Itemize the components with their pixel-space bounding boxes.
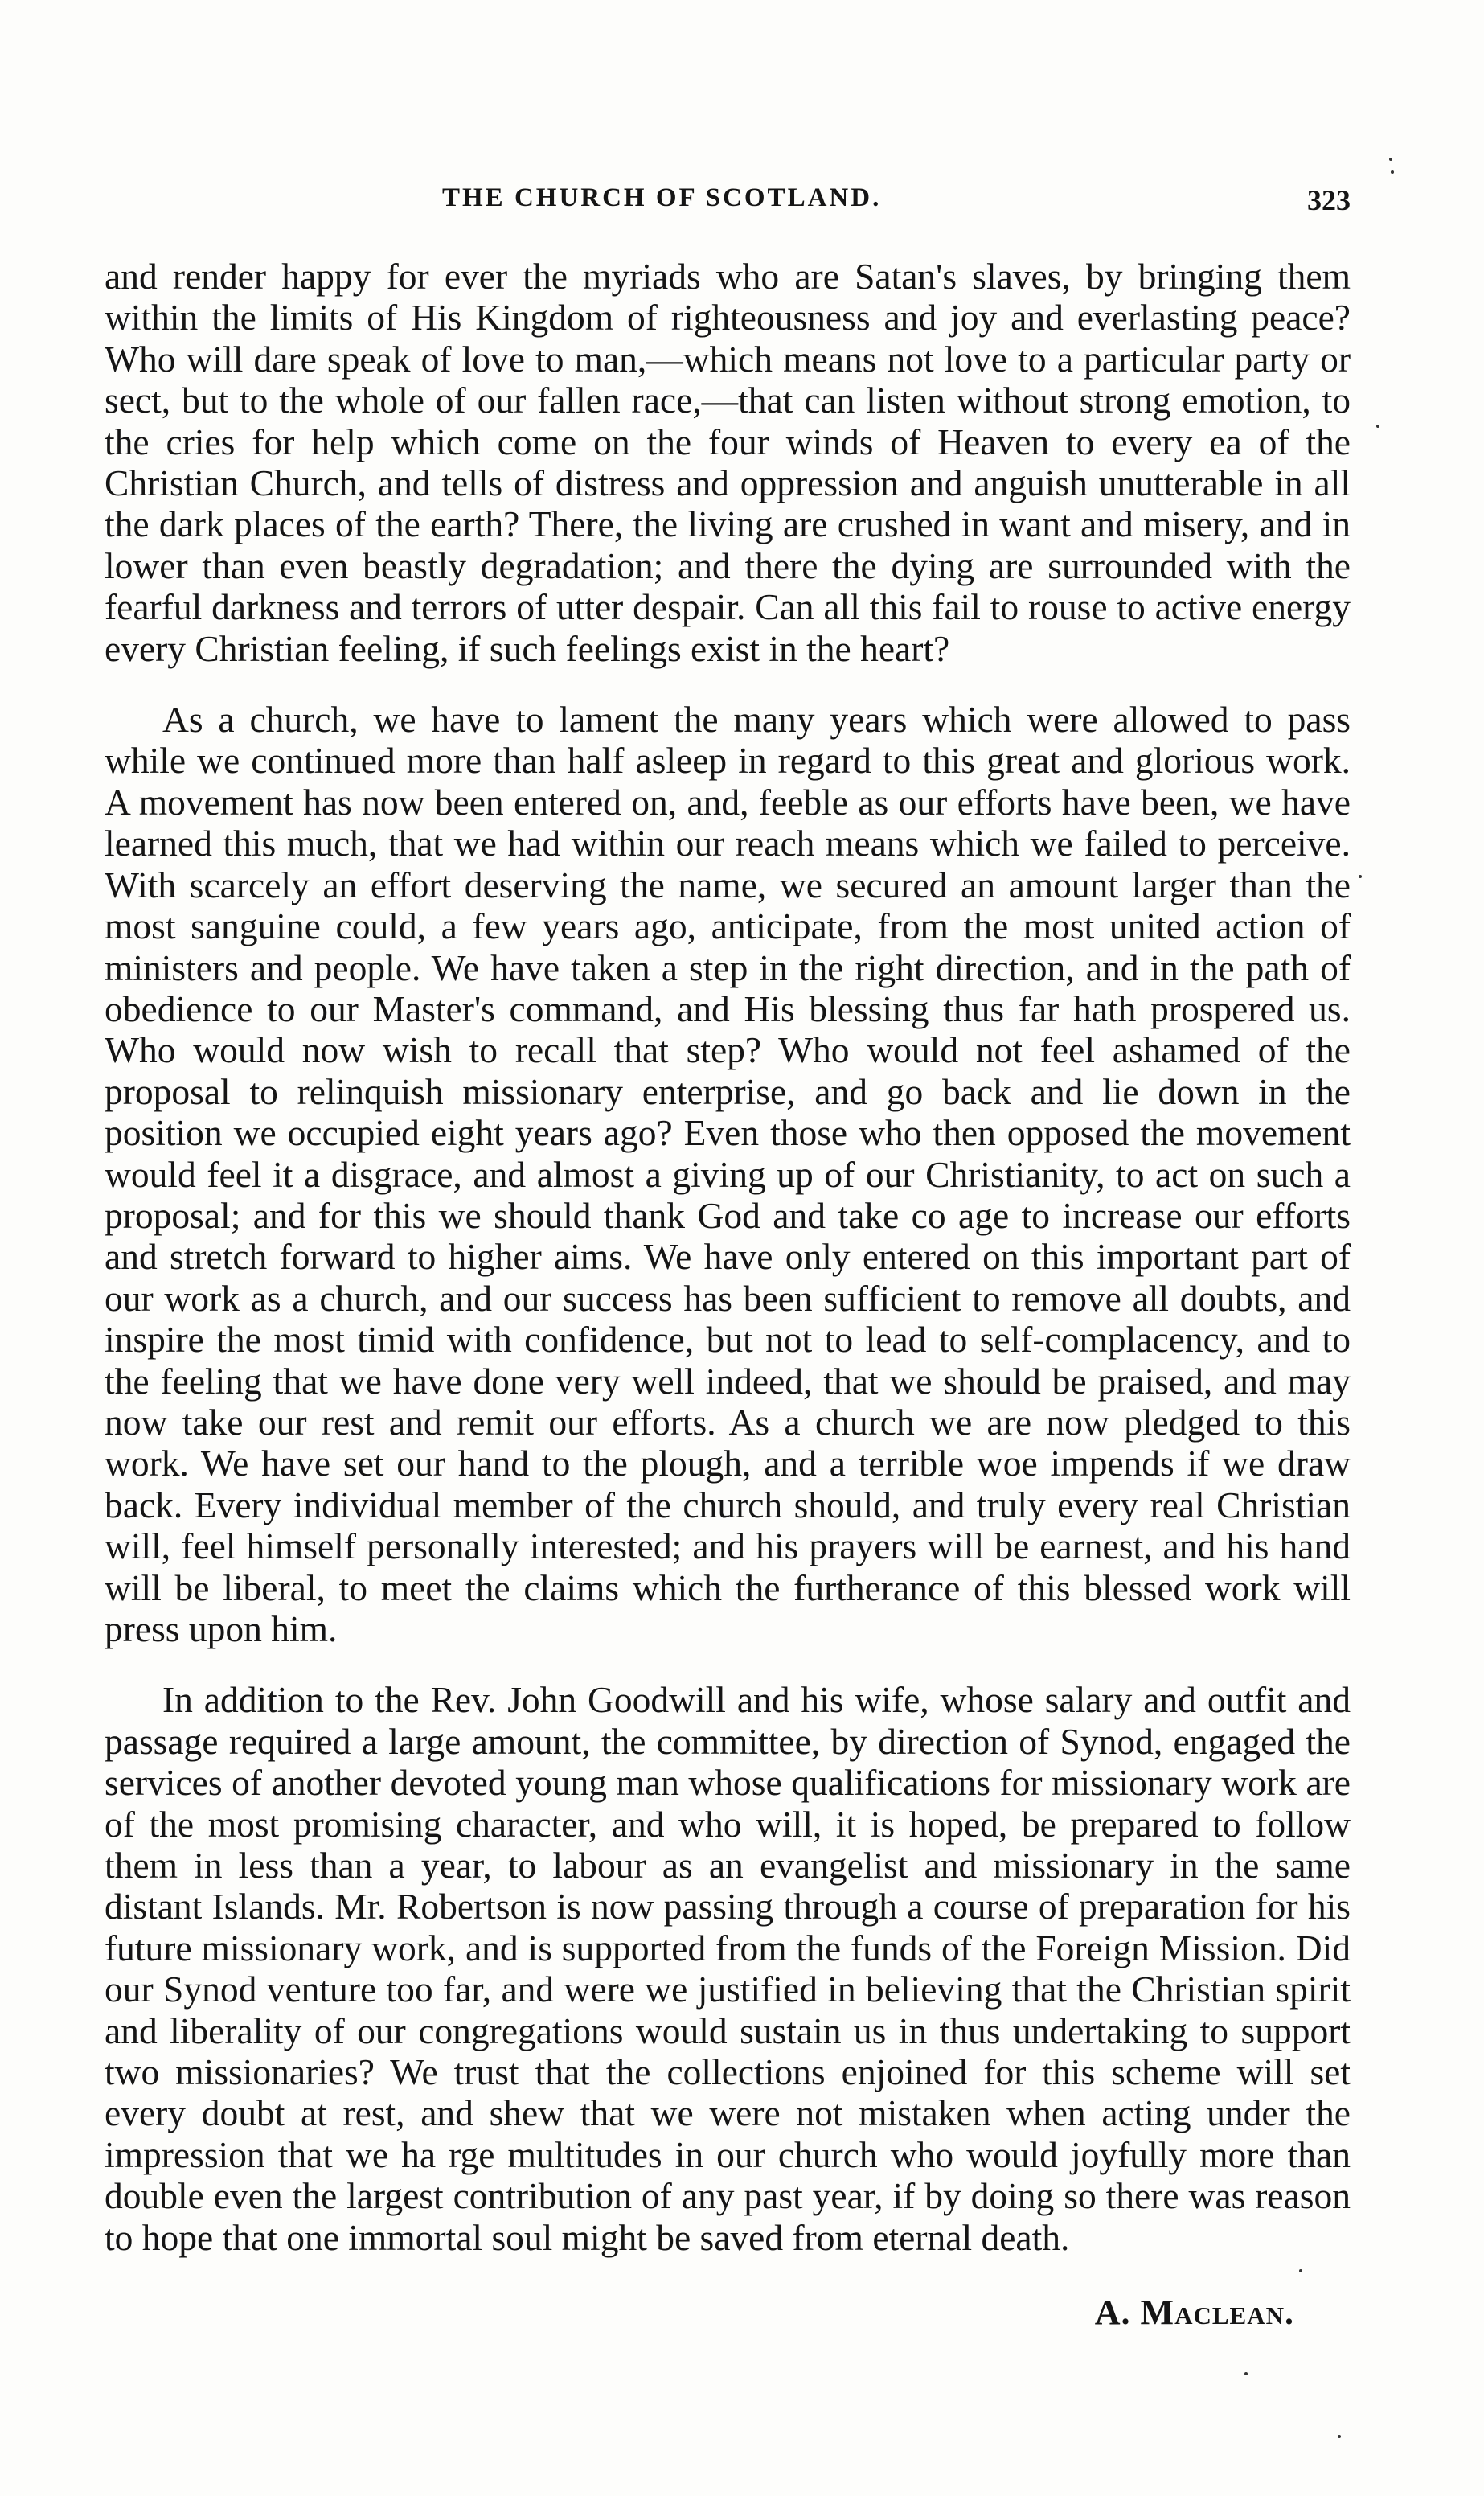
print-speck: [1391, 170, 1394, 174]
paragraph-church-lament: As a church, we have to lament the many years which were allowed to pass while we continued more than half asleep in regard to this great and glorious work. A movement has now been entered on, and, feeble as our efforts have been, we have learned this much, that we had within our reach means which we failed to perceive. With scarcely an effort deserving the name, we secured an amount larger than the most sanguine could, a few years ago, anticipate, from the most united action of ministers and people. We have taken a step in the right direction, and in the path of obedience to our Master's command, and His blessing thus far hath prospered us. Who would now wish to recall that step? Who would not feel ashamed of the proposal to relinquish missionary enterprise, and go back and lie down in the position we occupied eight years ago? Even those who then opposed the movement would feel it a disgrace, and almost a giving up of our Christianity, to act on such a proposal; and for this we should thank God and take co age to increase our efforts and stretch forward to higher aims. We have only entered on this important part of our work as a church, and our success has been sufficient to remove all doubts, and inspire the most timid with confidence, but not to lead to self-complacency, and to the feeling that we have done very well indeed, that we should be praised, and may now take our rest and remit our efforts. As a church we are now pledged to this work. We have set our hand to the plough, and a terrible woe impends if we draw back. Every individual member of the church should, and truly every real Christian will, feel himself personally interested; and his prayers will be earnest, and his hand will be liberal, to meet the claims which the furtherance of this blessed work will press upon him.: [105, 699, 1351, 1649]
running-header: [105, 183, 1351, 232]
print-speck: [1389, 158, 1392, 161]
print-speck: [1244, 2372, 1248, 2375]
print-speck: [1338, 2435, 1341, 2438]
running-title: THE CHURCH OF SCOTLAND.: [442, 183, 882, 212]
body-text: [105, 256, 1351, 2258]
page-number: 323: [1307, 184, 1351, 216]
print-speck: [1376, 425, 1379, 428]
paragraph-continuation: and render happy for ever the myriads who are Satan's slaves, by bringing them within the limits of His Kingdom of righteousness and joy and everlasting peace? Who will dare speak of love to man,—which means not love to a particular party or sect, but to the whole of our fallen race,—that can listen without strong emotion, to the cries for help which come on the four winds of Heaven to every ea of the Christian Church, and tells of distress and oppression and anguish unutterable in all the dark places of the earth? There, the living are crushed in want and misery, and in lower than even beastly degradation; and there the dying are surrounded with the fearful darkness and terrors of utter despair. Can all this fail to rouse to active energy every Christian feeling, if such feelings exist in the heart?: [105, 256, 1351, 669]
print-speck: [1359, 875, 1362, 878]
paragraph-missionaries: In addition to the Rev. John Goodwill and his wife, whose salary and outfit and passage required a large amount, the committee, by direction of Synod, engaged the services of another devoted young man whose qualifications for missionary work are of the most promising character, and who will, it is hoped, be prepared to follow them in less than a year, to labour as an evangelist and missionary in the same distant Islands. Mr. Robertson is now passing through a course of preparation for his future missionary work, and is supported from the funds of the Foreign Mission. Did our Synod venture too far, and were we justified in believing that the Christian spirit and liberality of our congregations would sustain us in thus undertaking to support two missionaries? We trust that the collections enjoined for this scheme will set every doubt at rest, and shew that we were not mistaken when acting under the impression that we ha rge multitudes in our church who would joyfully more than double even the largest contribution of any past year, if by doing so there was reason to hope that one immortal soul might be saved from eternal death.: [105, 1679, 1351, 2258]
print-speck: [1299, 2269, 1302, 2272]
author-signature: A. Maclean.: [1094, 2293, 1294, 2332]
